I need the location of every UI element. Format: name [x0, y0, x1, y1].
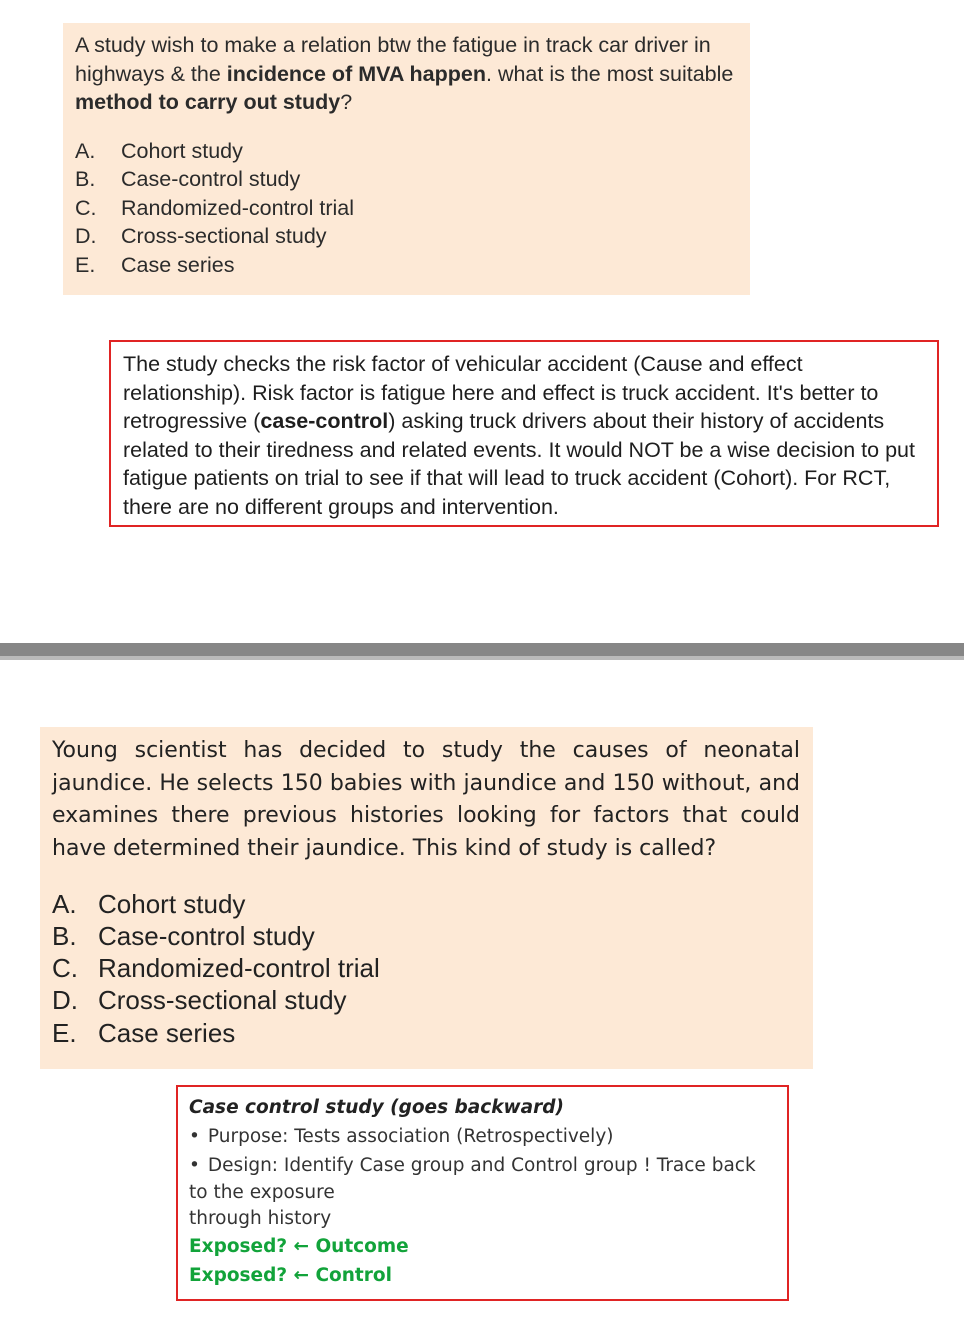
option-letter: C. — [52, 953, 78, 984]
option-a[interactable] — [75, 137, 738, 166]
question-1-stem-text: ? — [340, 90, 353, 114]
option-letter: E. — [52, 1017, 77, 1048]
option-b[interactable] — [52, 920, 801, 952]
option-d[interactable] — [52, 984, 801, 1016]
option-letter: A. — [52, 888, 77, 919]
explanation-1-text: The study checks the risk factor of vehicular accident (Cause and effect relationship). Risk factor is fatigue here and effect is truck accident. It's better to retrogressive ( — [123, 352, 879, 434]
question-2-box — [40, 727, 813, 1069]
option-letter: A. — [75, 138, 96, 163]
option-text: Cohort study — [121, 138, 243, 163]
option-b[interactable] — [75, 165, 738, 194]
option-letter: E. — [75, 252, 96, 277]
exposed-outcome-label: Exposed? ← Outcome — [189, 1236, 409, 1257]
option-text: Cross-sectional study — [98, 985, 347, 1016]
explanation-2-purpose: • Purpose: Tests association (Retrospectively) — [189, 1122, 776, 1151]
question-1-options — [75, 137, 738, 280]
explanation-1-bold: case-control — [260, 409, 389, 434]
explanation-2-design: • Design: Identify Case group and Control group ! Trace back — [189, 1151, 776, 1180]
option-letter: B. — [52, 921, 77, 952]
option-text: Case-control study — [98, 921, 315, 952]
explanation-1-text: ) asking truck drivers about their history of accidents related to their tiredness and related events. It would NOT be a wise decision to put fatigue patients on trial to see if that will lead to truck accident (Cohort). For RCT, there are no different groups and intervention. — [123, 409, 915, 519]
option-text: Cross-sectional study — [121, 224, 327, 248]
question-2-stem: Young scientist has decided to study the causes of neonatal jaundice. He selects 150 babies with jaundice and 150 without, and examines there previous histories looking for factors that could have determined their jaundice. This kind of study is called? — [52, 738, 800, 862]
explanation-2-design-cont: through history — [189, 1208, 332, 1229]
question-1-stem-bold: incidence of MVA happen — [226, 61, 486, 86]
explanation-1-box — [109, 340, 939, 527]
option-letter: D. — [52, 985, 78, 1016]
question-1-box — [63, 23, 750, 295]
option-c[interactable] — [75, 194, 738, 223]
question-1-stem-text: . what is the most suitable — [486, 61, 734, 86]
option-e[interactable] — [52, 1017, 801, 1049]
option-e[interactable] — [75, 251, 738, 280]
explanation-2-design-cont: to the exposure — [189, 1182, 335, 1203]
option-letter: B. — [75, 167, 96, 191]
question-1-stem-bold: method to carry out study — [75, 90, 341, 114]
explanation-2-box — [176, 1085, 789, 1301]
option-d[interactable] — [75, 222, 738, 251]
option-a[interactable] — [52, 888, 801, 920]
option-c[interactable] — [52, 952, 801, 984]
option-text: Cohort study — [98, 888, 246, 919]
question-2-options — [52, 888, 801, 1049]
question-1-stem — [75, 31, 738, 117]
explanation-2-title: Case control study (goes backward) — [189, 1097, 564, 1118]
option-text: Case-control study — [121, 167, 301, 191]
option-letter: C. — [75, 195, 97, 220]
option-text: Case series — [121, 252, 235, 277]
option-text: Randomized-control trial — [121, 195, 355, 220]
option-text: Case series — [98, 1017, 236, 1048]
section-divider-shadow — [0, 656, 964, 660]
option-letter: D. — [75, 224, 97, 248]
question-1-stem-text: A study wish to make a relation btw the fatigue in track car driver in highways & the — [75, 33, 711, 86]
exposed-control-label: Exposed? ← Control — [189, 1265, 392, 1286]
option-text: Randomized-control trial — [98, 953, 380, 984]
